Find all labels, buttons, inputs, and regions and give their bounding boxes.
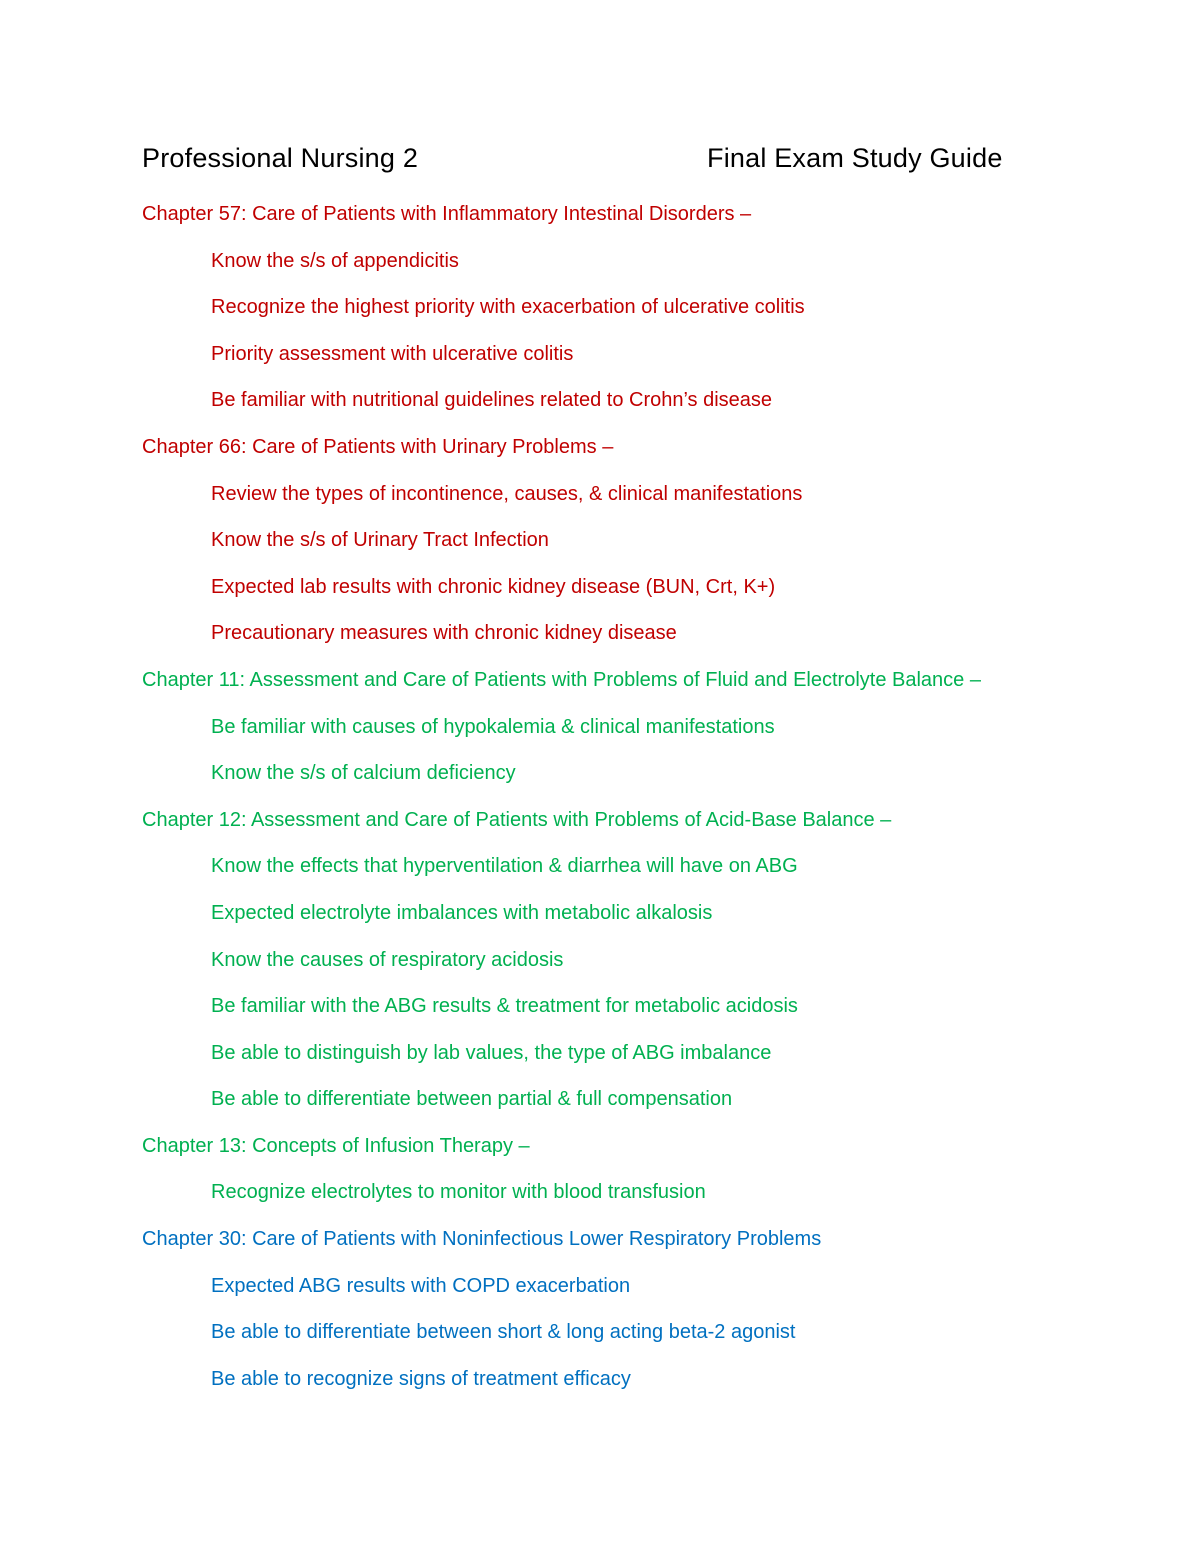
study-item: Expected lab results with chronic kidney disease (BUN, Crt, K+) bbox=[211, 575, 776, 598]
study-item: Precautionary measures with chronic kidney disease bbox=[211, 622, 677, 645]
study-item: Be able to distinguish by lab values, the type of ABG imbalance bbox=[211, 1041, 772, 1064]
study-item: Know the s/s of Urinary Tract Infection bbox=[211, 529, 549, 552]
study-item: Be able to recognize signs of treatment efficacy bbox=[211, 1367, 631, 1390]
study-item: Know the s/s of calcium deficiency bbox=[211, 762, 516, 785]
study-item: Know the effects that hyperventilation & diarrhea will have on ABG bbox=[211, 855, 798, 878]
study-item: Recognize the highest priority with exacerbation of ulcerative colitis bbox=[211, 296, 805, 319]
study-item: Expected electrolyte imbalances with metabolic alkalosis bbox=[211, 901, 713, 924]
chapter-heading: Chapter 12: Assessment and Care of Patients with Problems of Acid-Base Balance – bbox=[142, 808, 892, 831]
study-item: Know the causes of respiratory acidosis bbox=[211, 948, 564, 971]
study-item: Priority assessment with ulcerative colitis bbox=[211, 342, 574, 365]
study-item: Review the types of incontinence, causes, & clinical manifestations bbox=[211, 482, 803, 505]
chapter-heading: Chapter 30: Care of Patients with Noninfectious Lower Respiratory Problems bbox=[142, 1228, 822, 1251]
study-item: Be able to differentiate between partial & full compensation bbox=[211, 1088, 733, 1111]
chapter-heading: Chapter 11: Assessment and Care of Patients with Problems of Fluid and Electrolyte Balance – bbox=[142, 668, 981, 691]
study-item: Expected ABG results with COPD exacerbation bbox=[211, 1274, 631, 1297]
study-item: Be familiar with causes of hypokalemia & clinical manifestations bbox=[211, 715, 775, 738]
study-item: Be familiar with the ABG results & treatment for metabolic acidosis bbox=[211, 995, 798, 1018]
chapter-heading: Chapter 57: Care of Patients with Inflammatory Intestinal Disorders – bbox=[142, 203, 752, 225]
course-title: Professional Nursing 2 bbox=[142, 143, 419, 173]
study-guide-content bbox=[142, 197, 1142, 1408]
document-header bbox=[142, 143, 1022, 183]
guide-title: Final Exam Study Guide bbox=[707, 143, 1003, 173]
study-item: Recognize electrolytes to monitor with blood transfusion bbox=[211, 1181, 706, 1204]
study-item: Be familiar with nutritional guidelines related to Crohn’s disease bbox=[211, 389, 773, 412]
chapter-heading: Chapter 66: Care of Patients with Urinary Problems – bbox=[142, 435, 614, 458]
study-item: Be able to differentiate between short & long acting beta-2 agonist bbox=[211, 1321, 796, 1344]
chapter-heading: Chapter 13: Concepts of Infusion Therapy – bbox=[142, 1134, 530, 1157]
study-item: Know the s/s of appendicitis bbox=[211, 249, 459, 272]
